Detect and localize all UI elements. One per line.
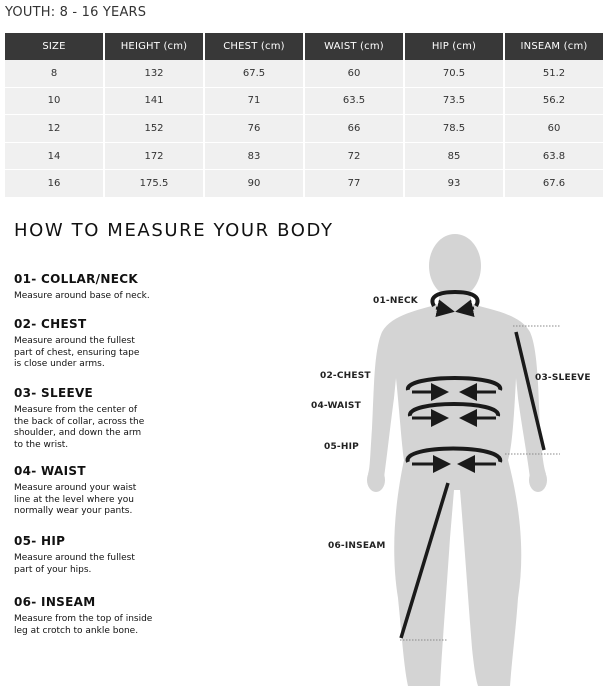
table-cell: 83 [205, 143, 303, 171]
table-cell: 72 [305, 143, 403, 171]
table-cell: 56.2 [505, 88, 603, 116]
step-title: 06- INSEAM [14, 595, 96, 609]
label-inseam: 06-INSEAM [328, 541, 386, 551]
table-cell: 60 [505, 115, 603, 143]
table-cell: 132 [105, 60, 203, 88]
table-cell: 77 [305, 170, 403, 198]
table-cell: 141 [105, 88, 203, 116]
step-title: 03- SLEEVE [14, 386, 94, 400]
table-cell: 93 [405, 170, 503, 198]
table-cell: 63.8 [505, 143, 603, 171]
step-description: Measure from the center of the back of collar, across the shoulder, and down the arm to the wrist. [14, 405, 145, 450]
step-description: Measure around the fullest part of your hips. [14, 553, 135, 575]
step-waist [14, 464, 214, 518]
table-cell: 67.5 [205, 60, 303, 88]
table-cell: 76 [205, 115, 303, 143]
table-row [5, 60, 603, 88]
table-cell: 67.6 [505, 170, 603, 198]
header-waist: WAIST (cm) [305, 33, 403, 60]
step-title: 04- WAIST [14, 464, 86, 478]
table-cell: 73.5 [405, 88, 503, 116]
step-sleeve [14, 386, 214, 451]
table-cell: 71 [205, 88, 303, 116]
table-cell: 10 [5, 88, 103, 116]
neck-arrow-icon [436, 308, 446, 310]
table-cell: 85 [405, 143, 503, 171]
label-sleeve: 03-SLEEVE [535, 373, 591, 383]
body-measurement-figure [300, 228, 612, 690]
body-silhouette-icon [300, 228, 612, 690]
table-cell: 78.5 [405, 115, 503, 143]
label-hip: 05-HIP [324, 442, 359, 452]
table-row [5, 143, 603, 171]
table-cell: 14 [5, 143, 103, 171]
step-chest [14, 317, 214, 371]
step-inseam [14, 595, 214, 637]
step-hip [14, 534, 214, 576]
step-title: 05- HIP [14, 534, 66, 548]
header-inseam: INSEAM (cm) [505, 33, 603, 60]
neck-arrow-icon [464, 308, 474, 310]
header-hip: HIP (cm) [405, 33, 503, 60]
step-title: 01- COLLAR/NECK [14, 272, 138, 286]
step-description: Measure from the top of inside leg at crotch to ankle bone. [14, 614, 153, 636]
table-cell: 172 [105, 143, 203, 171]
table-cell: 175.5 [105, 170, 203, 198]
header-chest: CHEST (cm) [205, 33, 303, 60]
measure-section-title: HOW TO MEASURE YOUR BODY [14, 220, 334, 241]
table-cell: 63.5 [305, 88, 403, 116]
table-cell: 8 [5, 60, 103, 88]
step-description: Measure around your waist line at the level where you normally wear your pants. [14, 483, 137, 516]
table-row [5, 88, 603, 116]
label-waist: 04-WAIST [311, 401, 361, 411]
size-chart-heading: YOUTH: 8 - 16 YEARS [5, 5, 147, 20]
label-chest: 02-CHEST [320, 371, 371, 381]
table-row [5, 115, 603, 143]
table-cell: 12 [5, 115, 103, 143]
table-row [5, 170, 603, 198]
header-size: SIZE [5, 33, 103, 60]
table-cell: 66 [305, 115, 403, 143]
step-description: Measure around the fullest part of chest, ensuring tape is close under arms. [14, 336, 140, 369]
label-neck: 01-NECK [373, 296, 418, 306]
table-header-row [5, 33, 603, 60]
table-cell: 70.5 [405, 60, 503, 88]
table-cell: 16 [5, 170, 103, 198]
table-cell: 51.2 [505, 60, 603, 88]
step-description: Measure around base of neck. [14, 291, 150, 301]
table-cell: 152 [105, 115, 203, 143]
step-collar-neck [14, 272, 214, 303]
table-cell: 60 [305, 60, 403, 88]
header-height: HEIGHT (cm) [105, 33, 203, 60]
step-title: 02- CHEST [14, 317, 87, 331]
table-cell: 90 [205, 170, 303, 198]
size-chart-table [3, 33, 605, 198]
